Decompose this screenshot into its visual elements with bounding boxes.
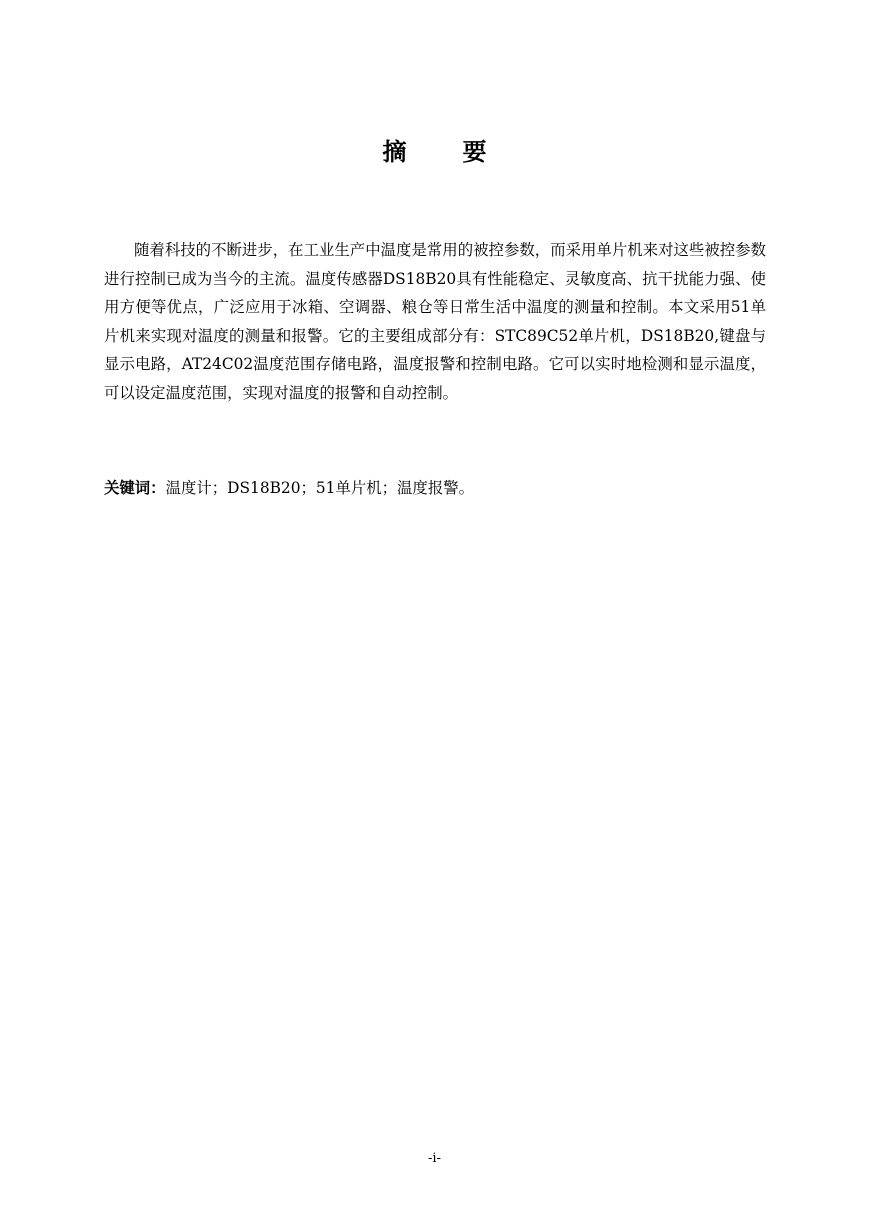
page-title xyxy=(0,136,869,168)
title-char-1: 摘 xyxy=(382,137,407,166)
keywords-label: 关键词： xyxy=(104,479,166,497)
title-char-2: 要 xyxy=(462,137,487,166)
keywords-text: 温度计；DS18B20；51单片机；温度报警。 xyxy=(165,479,474,497)
abstract-paragraph: 随着科技的不断进步，在工业生产中温度是常用的被控参数，而采用单片机来对这些被控参数进行控制已成为当今的主流。温度传感器DS18B20具有性能稳定、灵敏度高、抗干扰能力强、使用方便等优点，广泛应用于冰箱、空调器、粮仓等日常生活中温度的测量和控制。本文采用51单片机来实现对温度的测量和报警。它的主要组成部分有：STC89C52单片机，DS18B20,键盘与显示电路，AT24C02温度范围存储电路，温度报警和控制电路。它可以实时地检测和显示温度，可以设定温度范围，实现对温度的报警和自动控制。 xyxy=(104,241,766,402)
keywords-line xyxy=(104,476,766,500)
page-number: -i- xyxy=(428,1151,441,1166)
